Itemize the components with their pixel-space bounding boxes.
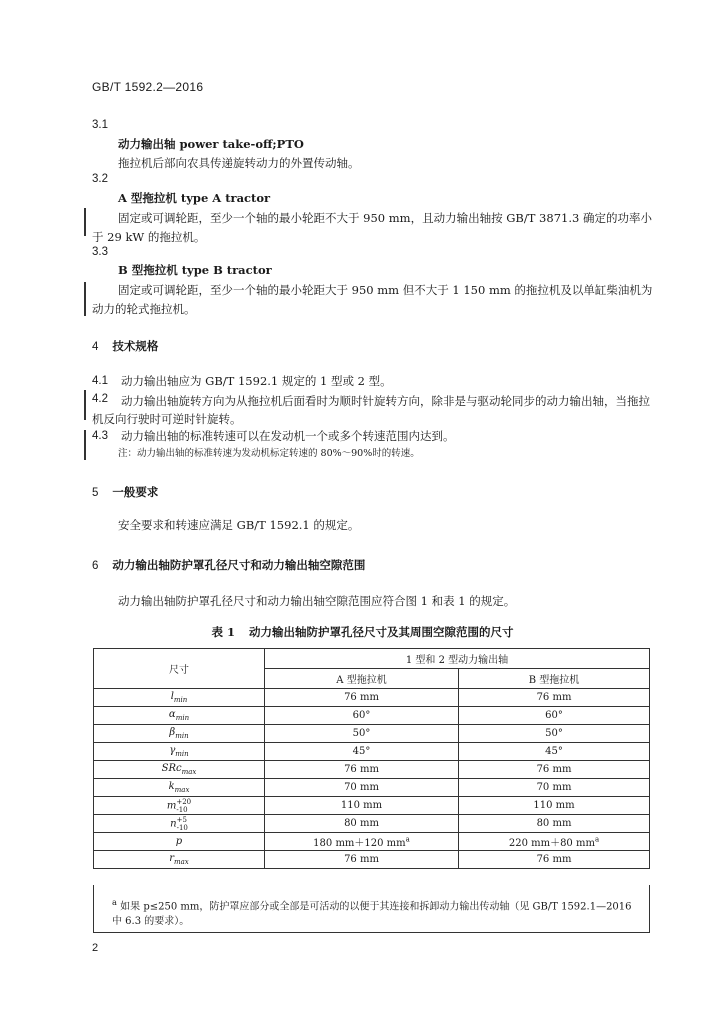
footnote-text: 如果 p≤250 mm，防护罩应部分或全部是可活动的以便于其连接和拆卸动力输出传动轴（见 GB/T 1592.1—2016 中 6.3 的要求）。	[112, 901, 632, 928]
table-row	[94, 797, 650, 815]
value-type-a	[265, 689, 459, 707]
header-shaft-types: 1 型和 2 型动力输出轴	[265, 649, 650, 669]
value-type-b	[459, 815, 650, 833]
cell-value: 110 mm	[533, 800, 575, 811]
item-number: 4.1	[92, 375, 108, 387]
value-type-a	[265, 851, 459, 869]
change-bar	[84, 390, 86, 420]
symbol-superscript: +20	[176, 797, 192, 806]
def-term: 动力输出轴 power take-off;PTO	[118, 137, 304, 151]
def-text: 固定或可调轮距，至少一个轴的最小轮距不大于 950 mm，且动力输出轴按 GB/T 3871.3 确定的功率小于 29 kW 的拖拉机。	[92, 211, 652, 244]
symbol-subscript: -10	[176, 823, 188, 832]
cell-value: 45°	[545, 746, 563, 757]
value-type-a	[265, 797, 459, 815]
section-heading	[92, 484, 158, 500]
change-bar	[84, 430, 86, 460]
value-type-a	[265, 743, 459, 761]
footnote-ref: a	[594, 835, 600, 844]
symbol-subscript: max	[181, 768, 197, 776]
value-type-a	[265, 725, 459, 743]
symbol-base: γ	[169, 745, 176, 756]
section-number: 4	[92, 341, 99, 353]
value-type-b	[459, 779, 650, 797]
table-row	[94, 707, 650, 725]
value-type-b	[459, 761, 650, 779]
table-row	[94, 743, 650, 761]
table-number: 表 1	[211, 625, 235, 639]
dimension-symbol	[94, 725, 265, 743]
item-text: 动力输出轴的标准转速可以在发动机一个或多个转速范围内达到。	[121, 429, 455, 443]
value-type-a	[265, 833, 459, 851]
value-type-b	[459, 707, 650, 725]
header-dimension: 尺寸	[94, 649, 265, 689]
symbol-subscript: max	[174, 858, 189, 866]
cell-value: 60°	[352, 710, 371, 721]
dimension-symbol	[94, 779, 265, 797]
symbol-subscript: min	[175, 714, 190, 722]
value-type-b	[459, 689, 650, 707]
cell-value: 60°	[545, 710, 563, 721]
cell-value: 180 mm＋120 mm	[313, 838, 406, 849]
def-number: 3.3	[92, 246, 108, 258]
table-footnote	[112, 895, 642, 929]
table-row	[94, 725, 650, 743]
table-title	[0, 624, 725, 640]
page-number: 2	[92, 942, 99, 954]
section-number: 5	[92, 487, 99, 499]
def-term: A 型拖拉机 type A tractor	[118, 191, 271, 205]
symbol-base: m	[166, 800, 177, 811]
section-text: 动力输出轴防护罩孔径尺寸和动力输出轴空隙范围应符合图 1 和表 1 的规定。	[118, 594, 516, 608]
section-title: 动力输出轴防护罩孔径尺寸和动力输出轴空隙范围	[112, 558, 366, 572]
def-text: 拖拉机后部向农具传递旋转动力的外置传动轴。	[118, 156, 360, 170]
symbol-base: SRc	[161, 763, 182, 774]
symbol-subscript: max	[174, 786, 190, 794]
table-row	[94, 761, 650, 779]
cell-value: 70 mm	[536, 782, 572, 793]
dimension-table	[93, 648, 650, 869]
dimension-symbol	[94, 761, 265, 779]
section-title: 一般要求	[112, 485, 159, 499]
cell-value: 220 mm＋80 mm	[508, 838, 595, 849]
item-text: 动力输出轴应为 GB/T 1592.1 规定的 1 型或 2 型。	[121, 374, 392, 388]
value-type-b	[459, 743, 650, 761]
symbol-superscript: +5	[176, 815, 187, 824]
cell-value: 76 mm	[344, 692, 379, 703]
cell-value: 50°	[352, 728, 371, 739]
cell-value: 76 mm	[536, 692, 572, 703]
symbol-base: p	[175, 836, 183, 847]
value-type-b	[459, 833, 650, 851]
cell-value: 76 mm	[344, 764, 379, 775]
cell-value: 50°	[545, 728, 563, 739]
section-text: 安全要求和转速应满足 GB/T 1592.1 的规定。	[118, 518, 360, 532]
value-type-a	[265, 707, 459, 725]
table-row	[94, 833, 650, 851]
item-number: 4.2	[92, 393, 108, 405]
item-text: 动力输出轴旋转方向为从拖拉机后面看时为顺时针旋转方向，除非是与驱动轮同步的动力输出轴，当拖拉机反向行驶时可逆时针旋转。	[92, 394, 650, 426]
symbol-base: n	[170, 818, 177, 829]
cell-value: 76 mm	[536, 764, 572, 775]
def-term: B 型拖拉机 type B tractor	[118, 263, 272, 277]
item-number: 4.3	[92, 430, 108, 442]
cell-value: 76 mm	[344, 854, 379, 865]
symbol-subscript: min	[175, 732, 189, 740]
value-type-a	[265, 779, 459, 797]
cell-value: 110 mm	[340, 800, 383, 811]
section-heading	[92, 338, 158, 354]
change-bar	[84, 208, 86, 236]
section-title: 技术规格	[112, 339, 159, 353]
def-number: 3.2	[92, 173, 108, 185]
dimension-symbol	[94, 743, 265, 761]
def-text: 固定或可调轮距，至少一个轴的最小轮距大于 950 mm 但不大于 1 150 mm 的拖拉机及以单缸柴油机为动力的轮式拖拉机。	[92, 283, 653, 316]
cell-value: 80 mm	[344, 818, 379, 829]
symbol-subscript: -10	[176, 805, 188, 814]
dimension-symbol	[94, 815, 265, 833]
section-number: 6	[92, 560, 99, 572]
standard-header: GB/T 1592.2—2016	[92, 80, 204, 94]
note-text: 注：动力输出轴的标准转速为发动机标定转速的 80%～90%时的转速。	[118, 448, 420, 459]
symbol-subscript: min	[173, 696, 188, 704]
dimension-symbol	[94, 851, 265, 869]
value-type-a	[265, 815, 459, 833]
dimension-symbol	[94, 689, 265, 707]
table-caption: 动力输出轴防护罩孔径尺寸及其周围空隙范围的尺寸	[249, 625, 514, 639]
cell-value: 45°	[352, 746, 371, 757]
header-type-a: A 型拖拉机	[265, 669, 459, 689]
cell-value: 76 mm	[536, 854, 572, 865]
value-type-a	[265, 761, 459, 779]
header-type-b: B 型拖拉机	[459, 669, 650, 689]
symbol-base: l	[170, 691, 174, 702]
value-type-b	[459, 851, 650, 869]
table-row	[94, 815, 650, 833]
value-type-b	[459, 725, 650, 743]
symbol-subscript: min	[175, 750, 189, 758]
change-bar	[84, 282, 86, 316]
symbol-base: β	[169, 727, 176, 738]
section-heading	[92, 557, 365, 573]
value-type-b	[459, 797, 650, 815]
def-number: 3.1	[92, 119, 108, 131]
table-row	[94, 689, 650, 707]
dimension-symbol	[94, 707, 265, 725]
dimension-symbol	[94, 797, 265, 815]
table-row	[94, 779, 650, 797]
cell-value: 70 mm	[344, 782, 379, 793]
symbol-base: k	[168, 781, 175, 792]
dimension-symbol	[94, 833, 265, 851]
symbol-base: r	[169, 853, 174, 864]
footnote-mark: a	[112, 897, 117, 907]
symbol-base: α	[168, 709, 176, 720]
table-row	[94, 851, 650, 869]
footnote-ref: a	[405, 835, 410, 844]
cell-value: 80 mm	[536, 818, 572, 829]
